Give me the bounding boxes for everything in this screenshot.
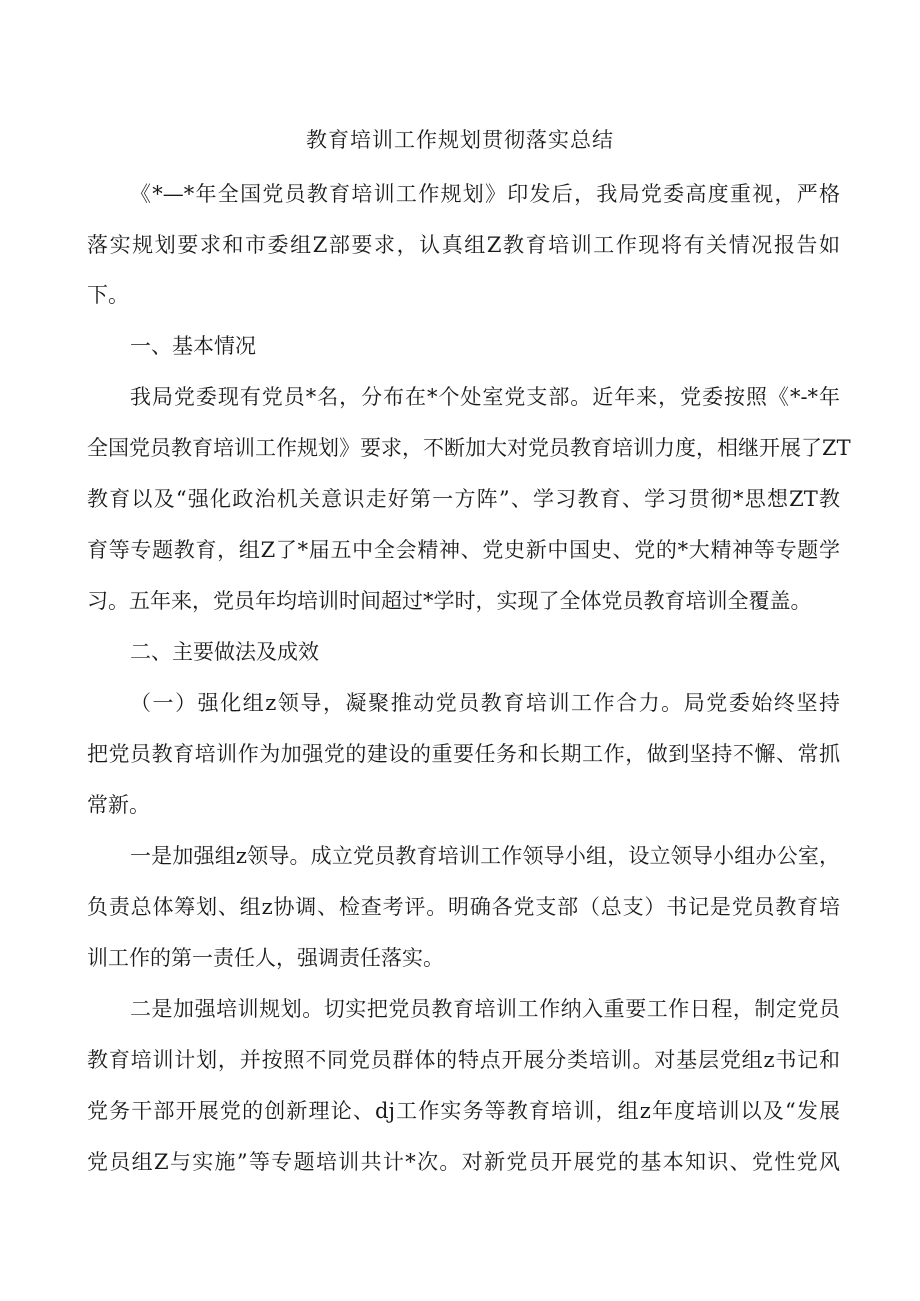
- section-heading: 二、主要做法及成效: [130, 640, 319, 664]
- paragraph-line: 二是加强培训规划。切实把党员教育培训工作纳入重要工作日程，制定党员: [130, 997, 840, 1021]
- document-title: 教育培训工作规划贯彻落实总结: [306, 128, 614, 152]
- paragraph-line: （一）强化组z领导，凝聚推动党员教育培训工作合力。局党委始终坚持: [130, 691, 840, 715]
- section-heading: 一、基本情况: [130, 334, 256, 358]
- paragraph-line: 教育培训计划，并按照不同党员群体的特点开展分类培训。对基层党组z书记和: [87, 1048, 840, 1072]
- paragraph-line: 负责总体筹划、组z协调、检查考评。明确各党支部（总支）书记是党员教育培: [87, 895, 840, 919]
- paragraph-line: 常新。: [87, 793, 150, 817]
- paragraph-line: 落实规划要求和市委组Z部要求，认真组Z教育培训工作现将有关情况报告如: [87, 233, 840, 257]
- paragraph-line: 《*—*年全国党员教育培训工作规划》印发后，我局党委高度重视，严格: [130, 182, 840, 206]
- paragraph-line: 习。五年来，党员年均培训时间超过*学时，实现了全体党员教育培训全覆盖。: [87, 589, 812, 613]
- paragraph-line: 训工作的第一责任人，强调责任落实。: [87, 946, 444, 970]
- paragraph-line: 党员组Z与实施”等专题培训共计*次。对新党员开展党的基本知识、党性党风: [87, 1150, 840, 1174]
- paragraph-line: 下。: [87, 283, 129, 307]
- paragraph-line: 全国党员教育培训工作规划》要求，不断加大对党员教育培训力度，相继开展了ZT: [87, 436, 851, 460]
- paragraph-line: 教育以及“强化政治机关意识走好第一方阵”、学习教育、学习贯彻*思想ZT教: [87, 487, 840, 511]
- paragraph-line: 把党员教育培训作为加强党的建设的重要任务和长期工作，做到坚持不懈、常抓: [87, 742, 840, 766]
- paragraph-line: 育等专题教育，组Z了*届五中全会精神、党史新中国史、党的*大精神等专题学: [87, 538, 840, 562]
- paragraph-line: 我局党委现有党员*名，分布在*个处室党支部。近年来，党委按照《*-*年: [130, 385, 840, 409]
- paragraph-line: 党务干部开展党的创新理论、dj工作实务等教育培训，组z年度培训以及“发展: [87, 1099, 840, 1123]
- paragraph-line: 一是加强组z领导。成立党员教育培训工作领导小组，设立领导小组办公室，: [130, 844, 840, 868]
